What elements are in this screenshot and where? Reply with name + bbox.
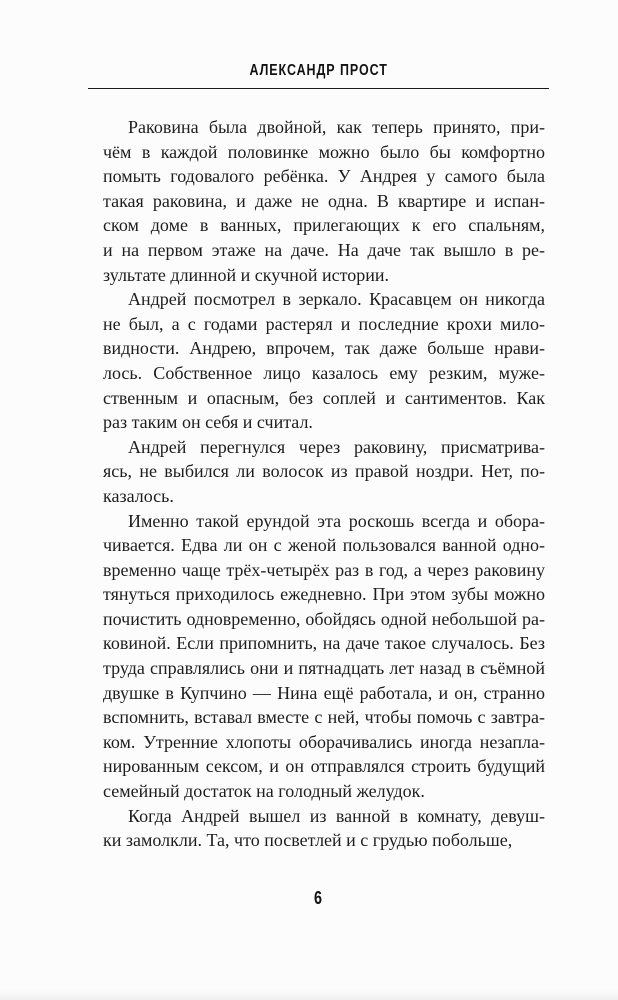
- text-line: лось. Собственное лицо казалось ему резким, муже-: [103, 362, 545, 383]
- text-line: семейный достаток на голодный желудок.: [103, 781, 425, 802]
- text-line: ясь, не выбился ли волосок из правой ноздри. Нет, по-: [103, 461, 546, 482]
- text-line: чём в каждой половинке можно было бы комфортно: [103, 141, 546, 162]
- header-divider: [88, 88, 549, 89]
- text-line: такая раковина, и даже не одна. В квартире и испан-: [103, 190, 545, 211]
- page-number-value: 6: [314, 888, 323, 908]
- paragraph: [103, 804, 545, 853]
- text-column: [88, 115, 549, 853]
- page-number: [88, 888, 549, 909]
- text-line: тянуться приходилось ежедневно. При этом зубы можно: [103, 584, 545, 605]
- author-name: АЛЕКСАНДР ПРОСТ: [249, 62, 388, 79]
- paragraph: [103, 287, 545, 435]
- text-line: чивается. Едва ли он с женой пользовался ванной одно-: [103, 535, 546, 556]
- text-line: помыть годовалого ребёнка. У Андрея у самого была: [103, 166, 545, 187]
- text-line: Когда Андрей вышел из ванной в комнату, девуш-: [128, 805, 546, 826]
- text-line: Именно такой ерундой эта роскошь всегда и обора-: [128, 510, 545, 531]
- text-line: труда справлялись они и пятнадцать лет назад в съёмной: [103, 658, 546, 679]
- running-header: [88, 62, 549, 82]
- page-edge-shade: [0, 990, 618, 1000]
- text-line: ковиной. Если припомнить, на даче такое случалось. Без: [103, 633, 545, 654]
- page-content: [88, 0, 549, 853]
- text-line: ственным и опасным, без соплей и сантиментов. Как: [103, 387, 545, 408]
- paragraph: [103, 435, 545, 509]
- text-line: казалось.: [103, 485, 174, 506]
- paragraph: [103, 509, 545, 804]
- text-line: не был, а с годами растерял и последние крохи мило-: [103, 313, 545, 334]
- text-line: и на первом этаже на даче. На даче так вышло в ре-: [103, 239, 545, 260]
- text-line: нированным сексом, и он отправлялся строить будущий: [103, 756, 545, 777]
- text-line: зультате длинной и скучной истории.: [103, 264, 390, 285]
- text-line: вспомнить, вставал вместе с ней, чтобы помочь с завтра-: [103, 707, 545, 728]
- text-line: видности. Андрею, впрочем, так даже больше нрави-: [103, 338, 545, 359]
- text-line: Андрей перегнулся через раковину, присматрива-: [128, 436, 545, 457]
- text-line: Андрей посмотрел в зеркало. Красавцем он никогда: [128, 289, 545, 310]
- text-line: временно чаще трёх-четырёх раз в год, а через раковину: [103, 559, 545, 580]
- text-line: ки замолкли. Та, что посветлей и с грудью побольше,: [103, 830, 513, 851]
- text-line: ском доме в ванных, прилегающих к его спальням,: [103, 215, 546, 236]
- paragraph: [103, 115, 545, 287]
- text-line: раз таким он себя и считал.: [103, 412, 313, 433]
- text-line: двушке в Купчино — Нина ещё работала, и он, странно: [103, 682, 545, 703]
- text-line: почистить одновременно, обойдясь одной небольшой ра-: [103, 608, 546, 629]
- text-line: ком. Утренние хлопоты оборачивались иногда незапла-: [103, 731, 546, 752]
- text-line: Раковина была двойной, как теперь принято, при-: [128, 117, 546, 137]
